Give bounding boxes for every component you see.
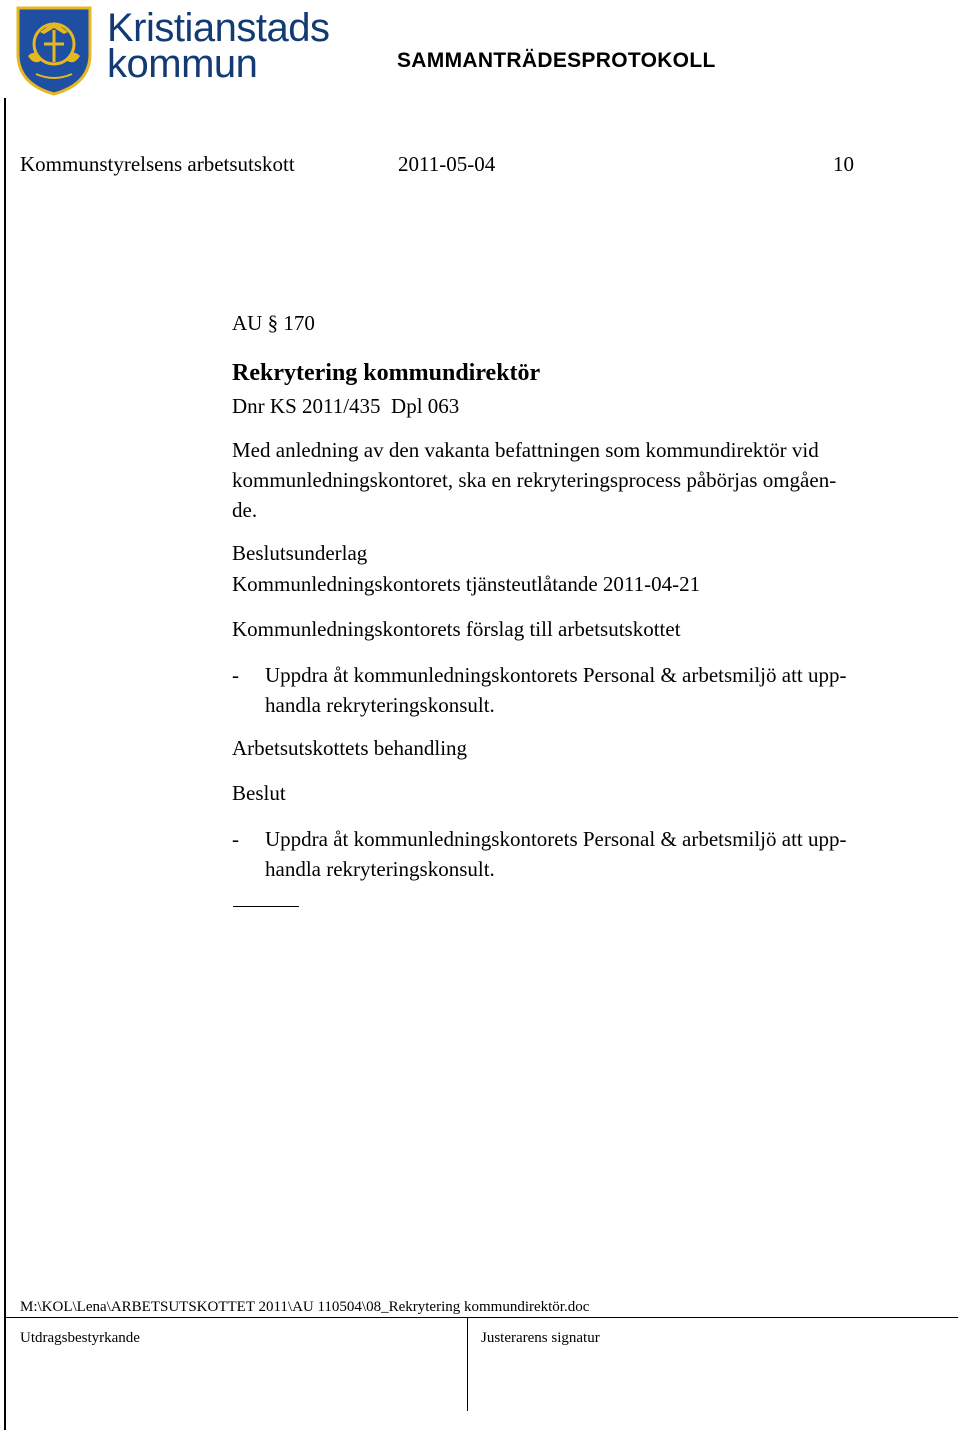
committee-name: Kommunstyrelsens arbetsutskott [20,152,295,176]
behandling-heading: Arbetsutskottets behandling [232,736,468,760]
intro-line-3: de. [232,498,258,522]
item-title: Rekrytering kommundirektör [232,360,541,386]
utdragsbestyrkande-label: Utdragsbestyrkande [20,1330,140,1346]
beslut-heading: Beslut [232,781,286,805]
page-number: 10 [833,152,854,176]
beslut-item-line-2: handla rekryteringskonsult. [265,857,495,881]
justerarens-signatur-label: Justerarens signatur [481,1330,600,1346]
beslutsunderlag-heading: Beslutsunderlag [232,541,368,565]
diary-number: Dnr KS 2011/435 Dpl 063 [232,394,460,418]
logo-wordmark-line2: kommun [107,42,258,86]
document-type-title: SAMMANTRÄDESPROTOKOLL [397,49,716,72]
footer-rule [4,1317,958,1318]
logo-wordmark-line1: Kristianstads [107,6,330,50]
forslag-item-line-2: handla rekryteringskonsult. [265,693,495,717]
file-path: M:\KOL\Lena\ARBETSUTSKOTTET 2011\AU 110504\08_Rekrytering kommundirektör.doc [20,1299,590,1315]
list-dash: - [232,663,239,687]
coat-of-arms-icon [14,4,94,96]
left-margin-line [4,98,6,1430]
intro-line-1: Med anledning av den vakanta befattningen som kommundirektör vid [232,438,819,462]
forslag-heading: Kommunledningskontorets förslag till arbetsutskottet [232,617,681,641]
section-end-rule [233,906,299,907]
section-number: AU § 170 [232,311,315,335]
beslut-item-line-1: Uppdra åt kommunledningskontorets Personal & arbetsmiljö att upp- [265,827,847,851]
intro-line-2: kommunledningskontoret, ska en rekryteringsprocess påbörjas omgåen- [232,468,837,492]
forslag-item-line-1: Uppdra åt kommunledningskontorets Personal & arbetsmiljö att upp- [265,663,847,687]
meeting-date: 2011-05-04 [398,152,496,176]
footer-divider [467,1318,468,1411]
beslutsunderlag-text: Kommunledningskontorets tjänsteutlåtande 2011-04-21 [232,572,701,596]
list-dash: - [232,827,239,851]
